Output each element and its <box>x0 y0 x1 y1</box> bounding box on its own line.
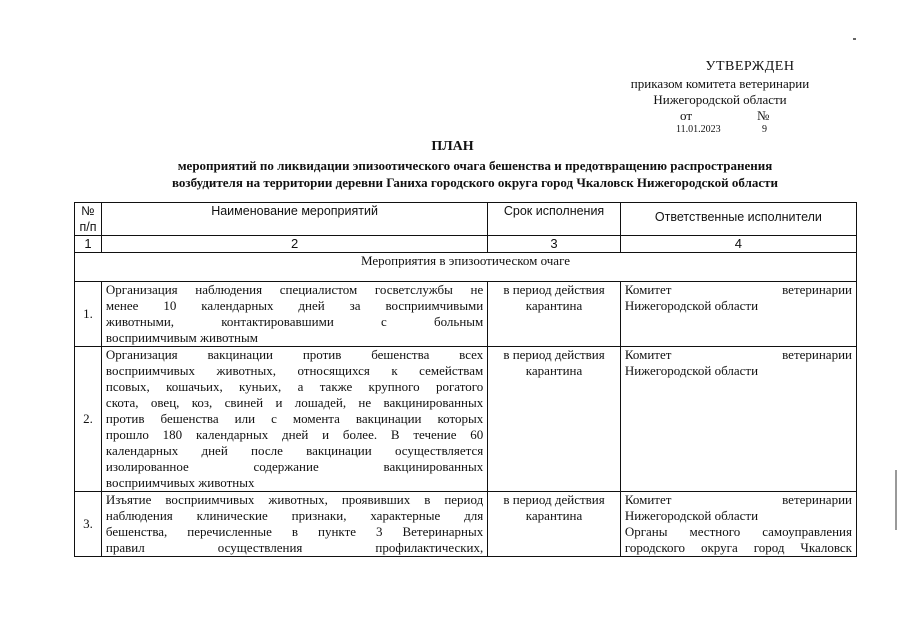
approval-number: 9 <box>762 124 767 135</box>
table-row <box>75 492 857 557</box>
approval-line-1: приказом комитета ветеринарии <box>630 76 810 91</box>
row-name-line: Изъятие восприимчивых животных, проявивших в период <box>105 492 484 507</box>
row-name-line: прошло 180 календарных дней и более. В течение 60 <box>105 427 484 442</box>
row-responsible <box>620 492 856 557</box>
row-responsible-line <box>625 347 852 363</box>
row-responsible-word: Комитет <box>624 347 672 362</box>
approval-block <box>560 58 880 138</box>
row-name-line: против бешенства или с момента вакцинации которых <box>105 411 484 426</box>
row-name-line: правил осуществления профилактических, <box>105 540 484 555</box>
section-row <box>75 253 857 282</box>
document-subtitle <box>90 157 860 191</box>
row-responsible-line <box>625 492 852 508</box>
row-responsible-line: Нижегородской области <box>624 298 759 313</box>
row-name-line: скота, овец, коз, свиней и лошадей, не вакцинированных <box>105 395 484 410</box>
row-responsible-line: Нижегородской области <box>624 508 759 523</box>
row-responsible <box>620 282 856 347</box>
column-number-row <box>75 236 857 253</box>
row-responsible-line <box>625 282 852 298</box>
approval-number-label: № <box>757 108 770 123</box>
row-name <box>101 347 487 492</box>
row-name-line: менее 10 календарных дней за восприимчивыми <box>105 298 484 313</box>
header-term: Срок исполнения <box>488 203 621 236</box>
header-resp: Ответственные исполнители <box>620 203 856 236</box>
row-name <box>101 492 487 557</box>
row-term: в период действия карантина <box>488 282 621 347</box>
row-name-line: восприимчивых животных <box>105 475 255 490</box>
plan-table <box>74 202 857 557</box>
table-row <box>75 282 857 347</box>
approval-date: 11.01.2023 <box>676 124 721 135</box>
col-number-2: 2 <box>101 236 487 253</box>
row-number: 1. <box>75 282 102 347</box>
row-name-line: восприимчивых животных, относящихся к семействам <box>105 363 484 378</box>
row-responsible-line: Органы местного самоуправления <box>624 524 852 539</box>
scan-speck <box>853 38 856 40</box>
row-term: в период действия карантина <box>488 492 621 557</box>
row-name-line: бешенства, перечисленные в пункте 3 Ветеринарных <box>105 524 484 539</box>
row-name-line: Организация наблюдения специалистом госветслужбы не <box>105 282 484 297</box>
row-name <box>101 282 487 347</box>
subtitle-line-2: возбудителя на территории деревни Ганиха городского округа город Чкаловск Нижегородской области <box>171 175 779 190</box>
approval-from-label: от <box>680 108 693 123</box>
approval-date-row <box>560 124 880 138</box>
row-name-line: наблюдения клинические признаки, характерные для <box>105 508 484 523</box>
row-responsible-word: ветеринарии <box>782 282 852 297</box>
row-name-line: животными, контактировавшими с больным <box>105 314 484 329</box>
row-number: 3. <box>75 492 102 557</box>
header-num: № п/п <box>75 203 102 236</box>
row-name-line: изолированное содержание вакцинированных <box>105 459 484 474</box>
row-responsible-line: городского округа город Чкаловск <box>624 540 852 555</box>
row-responsible-line: Нижегородской области <box>624 363 759 378</box>
row-name-line: Организация вакцинации против бешенства всех <box>105 347 484 362</box>
header-name: Наименование мероприятий <box>101 203 487 236</box>
row-term: в период действия карантина <box>488 347 621 492</box>
row-responsible-word: Комитет <box>624 282 672 297</box>
table-row <box>75 347 857 492</box>
col-number-3: 3 <box>488 236 621 253</box>
scan-edge-mark <box>895 470 897 530</box>
col-number-1: 1 <box>75 236 102 253</box>
row-responsible-word: Комитет <box>624 492 672 507</box>
approval-from-row <box>560 108 880 124</box>
approval-heading: УТВЕРЖДЕН <box>705 59 795 74</box>
row-name-line: календарных дней после вакцинации осуществляется <box>105 443 484 458</box>
subtitle-line-1: мероприятий по ликвидации эпизоотического очага бешенства и предотвращению распространения <box>177 158 773 173</box>
approval-line-2: Нижегородской области <box>653 92 787 107</box>
section-title: Мероприятия в эпизоотическом очаге <box>75 253 857 282</box>
document-title: ПЛАН <box>431 139 474 154</box>
table-header-row <box>75 203 857 236</box>
row-responsible-word: ветеринарии <box>782 492 852 507</box>
row-name-line: псовых, кошачьих, куньих, а также крупного рогатого <box>105 379 484 394</box>
row-responsible-word: ветеринарии <box>782 347 852 362</box>
row-number: 2. <box>75 347 102 492</box>
row-responsible <box>620 347 856 492</box>
col-number-4: 4 <box>620 236 856 253</box>
row-name-line: восприимчивым животным <box>105 330 258 345</box>
